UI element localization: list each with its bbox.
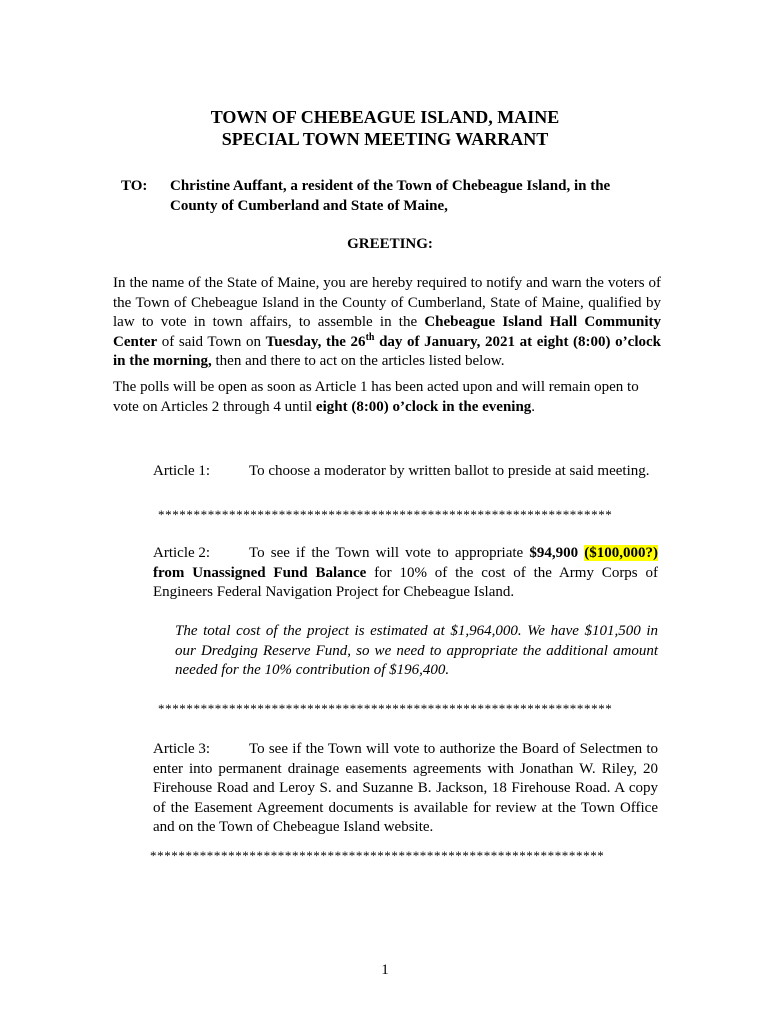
polls-close-time: eight (8:00) o’clock in the evening [315, 398, 532, 415]
article-3 [153, 740, 658, 838]
polls-text: The polls will be open as soon as Article 1 has been acted upon and will remain open to vote on Articles 2 through 4 until [113, 379, 639, 415]
greeting: GREETING: [347, 236, 433, 252]
intro-paragraph [113, 274, 661, 372]
article-text: To see if the Town will vote to authorize the Board of Selectmen to enter into permanent drainage easements agreements with Jonathan W. Riley, 20 Firehouse Road and Leroy S. and Suzanne B. Jackson, 18 Firehouse Road. A copy of the Easement Agreement documents is available for review at the Town Office and on the Town of Chebeague Island website. [153, 741, 658, 835]
article-2 [153, 544, 658, 603]
intro-text: In the name of the State of Maine, you are hereby required to notify and warn the voters of the Town of Chebeague Island in the County of Cumberland, State of Maine, qualified by law to vote in town affairs, to assemble in the [113, 275, 661, 330]
article-1 [153, 462, 658, 482]
article-label: Article 3: [153, 741, 211, 757]
to-label: TO: [121, 178, 148, 194]
document-subtitle: SPECIAL TOWN MEETING WARRANT [221, 129, 549, 149]
article-label: Article 2: [153, 545, 211, 561]
polls-paragraph: The polls will be open as soon as Article 1 has been acted upon and will remain open to vote on Articles 2 through 4 until eight (8:00) o’clock in the evening. [113, 379, 639, 415]
separator: **************************************************************** [158, 507, 613, 522]
meeting-date: Tuesday, the 26th day of January, 2021 at eight (8:00) o’clock in the morning, [113, 331, 661, 369]
article-text: To see if the Town will vote to appropriate [249, 545, 530, 561]
separator: **************************************************************** [150, 848, 605, 863]
page-number: 1 [381, 962, 389, 978]
article-text: To choose a moderator by written ballot to preside at said meeting. [249, 463, 650, 479]
highlighted-amount: ($100,000?) [584, 545, 659, 561]
intro-text-3: then and there to act on the articles listed below. [211, 353, 505, 369]
to-recipient: Christine Auffant, a resident of the Town of Chebeague Island, in the County of Cumberland and State of Maine, [170, 178, 611, 214]
article-label: Article 1: [153, 463, 211, 479]
article-text-2: for 10% of the cost of the Army Corps of Engineers Federal Navigation Project for Chebeague Island. [153, 564, 658, 600]
funding-source: from Unassigned Fund Balance [153, 564, 367, 581]
appropriation-amount: $94,900 [529, 545, 579, 561]
meeting-location: Chebeague Island Hall Community Center [113, 314, 661, 350]
article-2-note: The total cost of the project is estimated at $1,964,000. We have $101,500 in our Dredging Reserve Fund, so we need to appropriate the additional amount needed for the 10% contribution of $196,400. [175, 623, 658, 678]
separator: **************************************************************** [158, 701, 613, 716]
intro-text-2: of said Town on [157, 333, 266, 350]
document-title: TOWN OF CHEBEAGUE ISLAND, MAINE [210, 107, 560, 127]
